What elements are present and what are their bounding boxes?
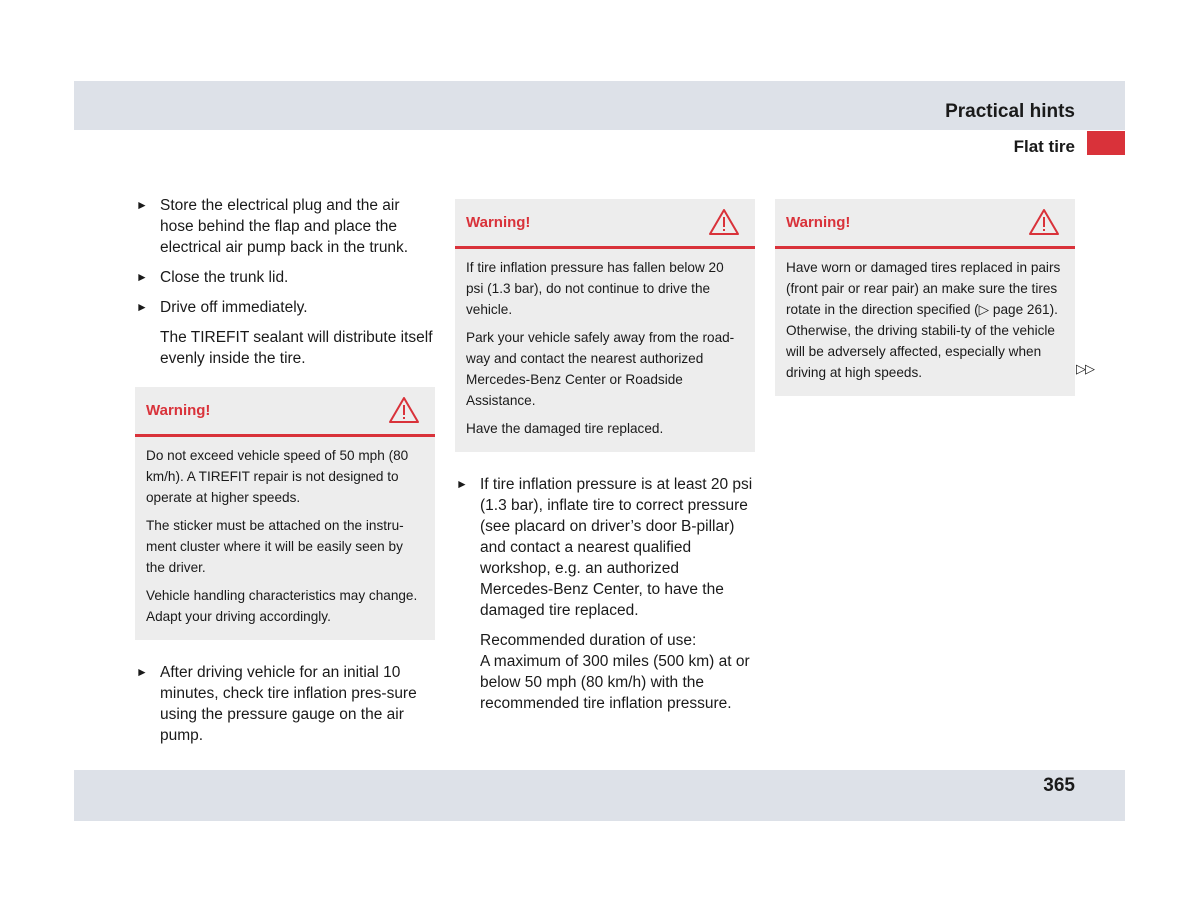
step-text: If tire inflation pressure is at least 20 psi (1.3 bar), inflate tire to correct pressure (see placard on driver’s door B-pillar) and contact a nearest qualified workshop, e.g. an authorized Mercedes-Benz Center, to have the damaged tire replaced. <box>480 476 753 619</box>
note-text: A maximum of 300 miles (500 km) at or below 50 mph (80 km/h) with the recommended tire inflation pressure. <box>480 653 750 712</box>
warning-header <box>775 199 1075 249</box>
section-marker-tab <box>1087 131 1125 155</box>
bullet-arrow-icon: ► <box>136 198 148 212</box>
section-title: Practical hints <box>945 101 1075 122</box>
warning-paragraph: Have worn or damaged tires replaced in pairs (front pair or rear pair) an make sure the tires rotate in the direction specified (▷ page 261). Otherwise, the driving stabili-ty of the vehicle will be adversely affected, especially when driving at high speeds. <box>786 260 1061 380</box>
step-text: Close the trunk lid. <box>160 269 289 286</box>
warning-body <box>135 437 435 640</box>
continued-next-page-icon: ▷▷ <box>1076 361 1094 376</box>
warning-header <box>135 387 435 437</box>
instruction-step <box>135 662 435 746</box>
note-label: Recommended duration of use: <box>480 632 697 649</box>
bullet-arrow-icon: ► <box>136 270 148 284</box>
bullet-arrow-icon: ► <box>136 665 148 679</box>
step-text: Store the electrical plug and the air hose behind the flap and place the electrical air pump back in the trunk. <box>160 197 409 256</box>
bullet-arrow-icon: ► <box>456 477 468 491</box>
warning-paragraph: The sticker must be attached on the instru-ment cluster where it will be easily seen by the driver. <box>146 518 404 575</box>
footer-band <box>74 770 1125 821</box>
subsection-title: Flat tire <box>1013 137 1075 156</box>
warning-body <box>775 249 1075 396</box>
page-number: 365 <box>1043 775 1075 796</box>
step-note: The TIREFIT sealant will distribute itself evenly inside the tire. <box>160 329 433 367</box>
warning-box <box>775 199 1075 396</box>
warning-title: Warning! <box>146 402 211 419</box>
warning-title: Warning! <box>466 214 531 231</box>
step-text: After driving vehicle for an initial 10 minutes, check tire inflation pres-sure using the pressure gauge on the air pump. <box>160 664 417 744</box>
bullet-arrow-icon: ► <box>136 300 148 314</box>
instruction-step <box>455 474 755 621</box>
warning-paragraph: Do not exceed vehicle speed of 50 mph (80 km/h). A TIREFIT repair is not designed to operate at higher speeds. <box>146 448 409 505</box>
warning-triangle-icon <box>1028 208 1060 236</box>
column-right <box>775 199 1075 418</box>
step-text: Drive off immediately. <box>160 299 308 316</box>
warning-paragraph: Park your vehicle safely away from the road-way and contact the nearest authorized Mercedes-Benz Center or Roadside Assistance. <box>466 330 735 408</box>
warning-paragraph: Have the damaged tire replaced. <box>466 421 664 436</box>
warning-triangle-icon <box>388 396 420 424</box>
warning-body <box>455 249 755 452</box>
column-left <box>135 195 435 755</box>
step-note <box>455 630 755 714</box>
warning-title: Warning! <box>786 214 851 231</box>
warning-header <box>455 199 755 249</box>
warning-box <box>455 199 755 452</box>
warning-box <box>135 387 435 640</box>
instruction-step <box>135 195 435 258</box>
instruction-step <box>135 297 435 318</box>
warning-paragraph: If tire inflation pressure has fallen below 20 psi (1.3 bar), do not continue to drive the vehicle. <box>466 260 724 317</box>
warning-paragraph: Vehicle handling characteristics may change. Adapt your driving accordingly. <box>146 588 418 624</box>
instruction-step <box>135 267 435 288</box>
warning-triangle-icon <box>708 208 740 236</box>
column-middle <box>455 199 755 723</box>
